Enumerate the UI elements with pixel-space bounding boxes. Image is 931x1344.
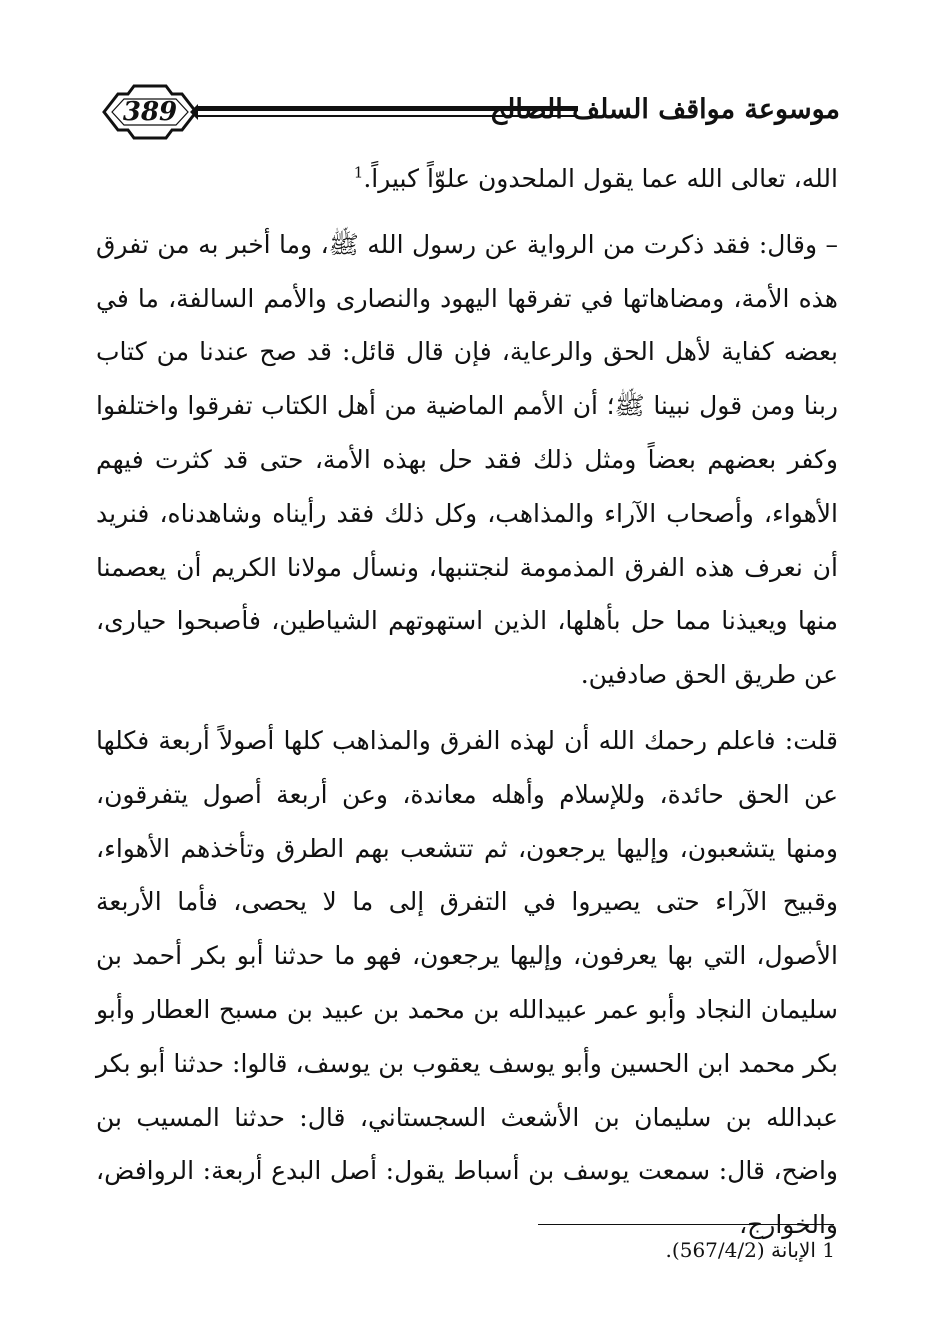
book-title: موسوعة مواقف السلف الصالح xyxy=(489,94,840,125)
main-text xyxy=(96,152,838,1252)
page-number: 389 xyxy=(122,97,178,127)
paragraph-3: قلت: فاعلم رحمك الله أن لهذه الفرق والمذاهب كلها أصولاً أربعة فكلها عن الحق حائدة، وللإسلام وأهله معاندة، وعن أربعة أصول يتفرقون، ومنها يتشعبون، وإليها يرجعون، ثم تتشعب بهم الطرق وتأخذهم الأهواء، وقبيح الآراء حتى يصيروا في التفرق إلى ما لا يحصى، فأما الأربعة الأصول، التي بها يعرفون، وإليها يرجعون، فهو ما حدثنا أبو بكر أحمد بن سليمان النجاد وأبو عمر عبيدالله بن محمد بن عبيد بن مسبح العطار وأبو بكر محمد ابن الحسين وأبو يوسف يعقوب بن يوسف، قالوا: حدثنا أبو بكر عبدالله بن سليمان بن الأشعث السجستاني، قال: حدثنا المسيب بن واضح، قال: سمعت يوسف بن أسباط يقول: أصل البدع أربعة: الروافض، والخوارج، xyxy=(96,725,838,1240)
footnote-text: الإبانة (567/4/2). xyxy=(665,1238,816,1262)
footnote xyxy=(666,1238,835,1262)
page-header xyxy=(100,82,840,142)
paragraph-1: الله، تعالى الله عما يقول الملحدون علوّاً كبيراً.$^1$ xyxy=(353,163,838,193)
footnote-number: 1 xyxy=(822,1238,835,1262)
footnote-reference: 1 xyxy=(353,163,364,182)
footnote-divider xyxy=(538,1224,834,1225)
paragraph-2: – وقال: فقد ذكرت من الرواية عن رسول الله ﷺ، وما أخبر به من تفرق هذه الأمة، ومضاهاتها في تفرقها اليهود والنصارى والأمم السالفة، ما في بعضه كفاية لأهل الحق والرعاية، فإن قال قائل: قد صح عندنا من كتاب ربنا ومن قول نبينا ﷺ؛ أن الأمم الماضية من أهل الكتاب تفرقوا واختلفوا وكفر بعضهم بعضاً ومثل ذلك فقد حل بهذه الأمة، حتى قد كثرت فيهم الأهواء، وأصحاب الآراء والمذاهب، وكل ذلك فقد رأيناه وشاهدناه، فنريد أن نعرف هذه الفرق المذمومة لنجتنبها، ونسأل مولانا الكريم أن يعصمنا منها ويعيذنا مما حل بأهلها، الذين استهوتهم الشياطين، فأصبحوا حيارى، عن طريق الحق صادفين. xyxy=(96,229,838,690)
